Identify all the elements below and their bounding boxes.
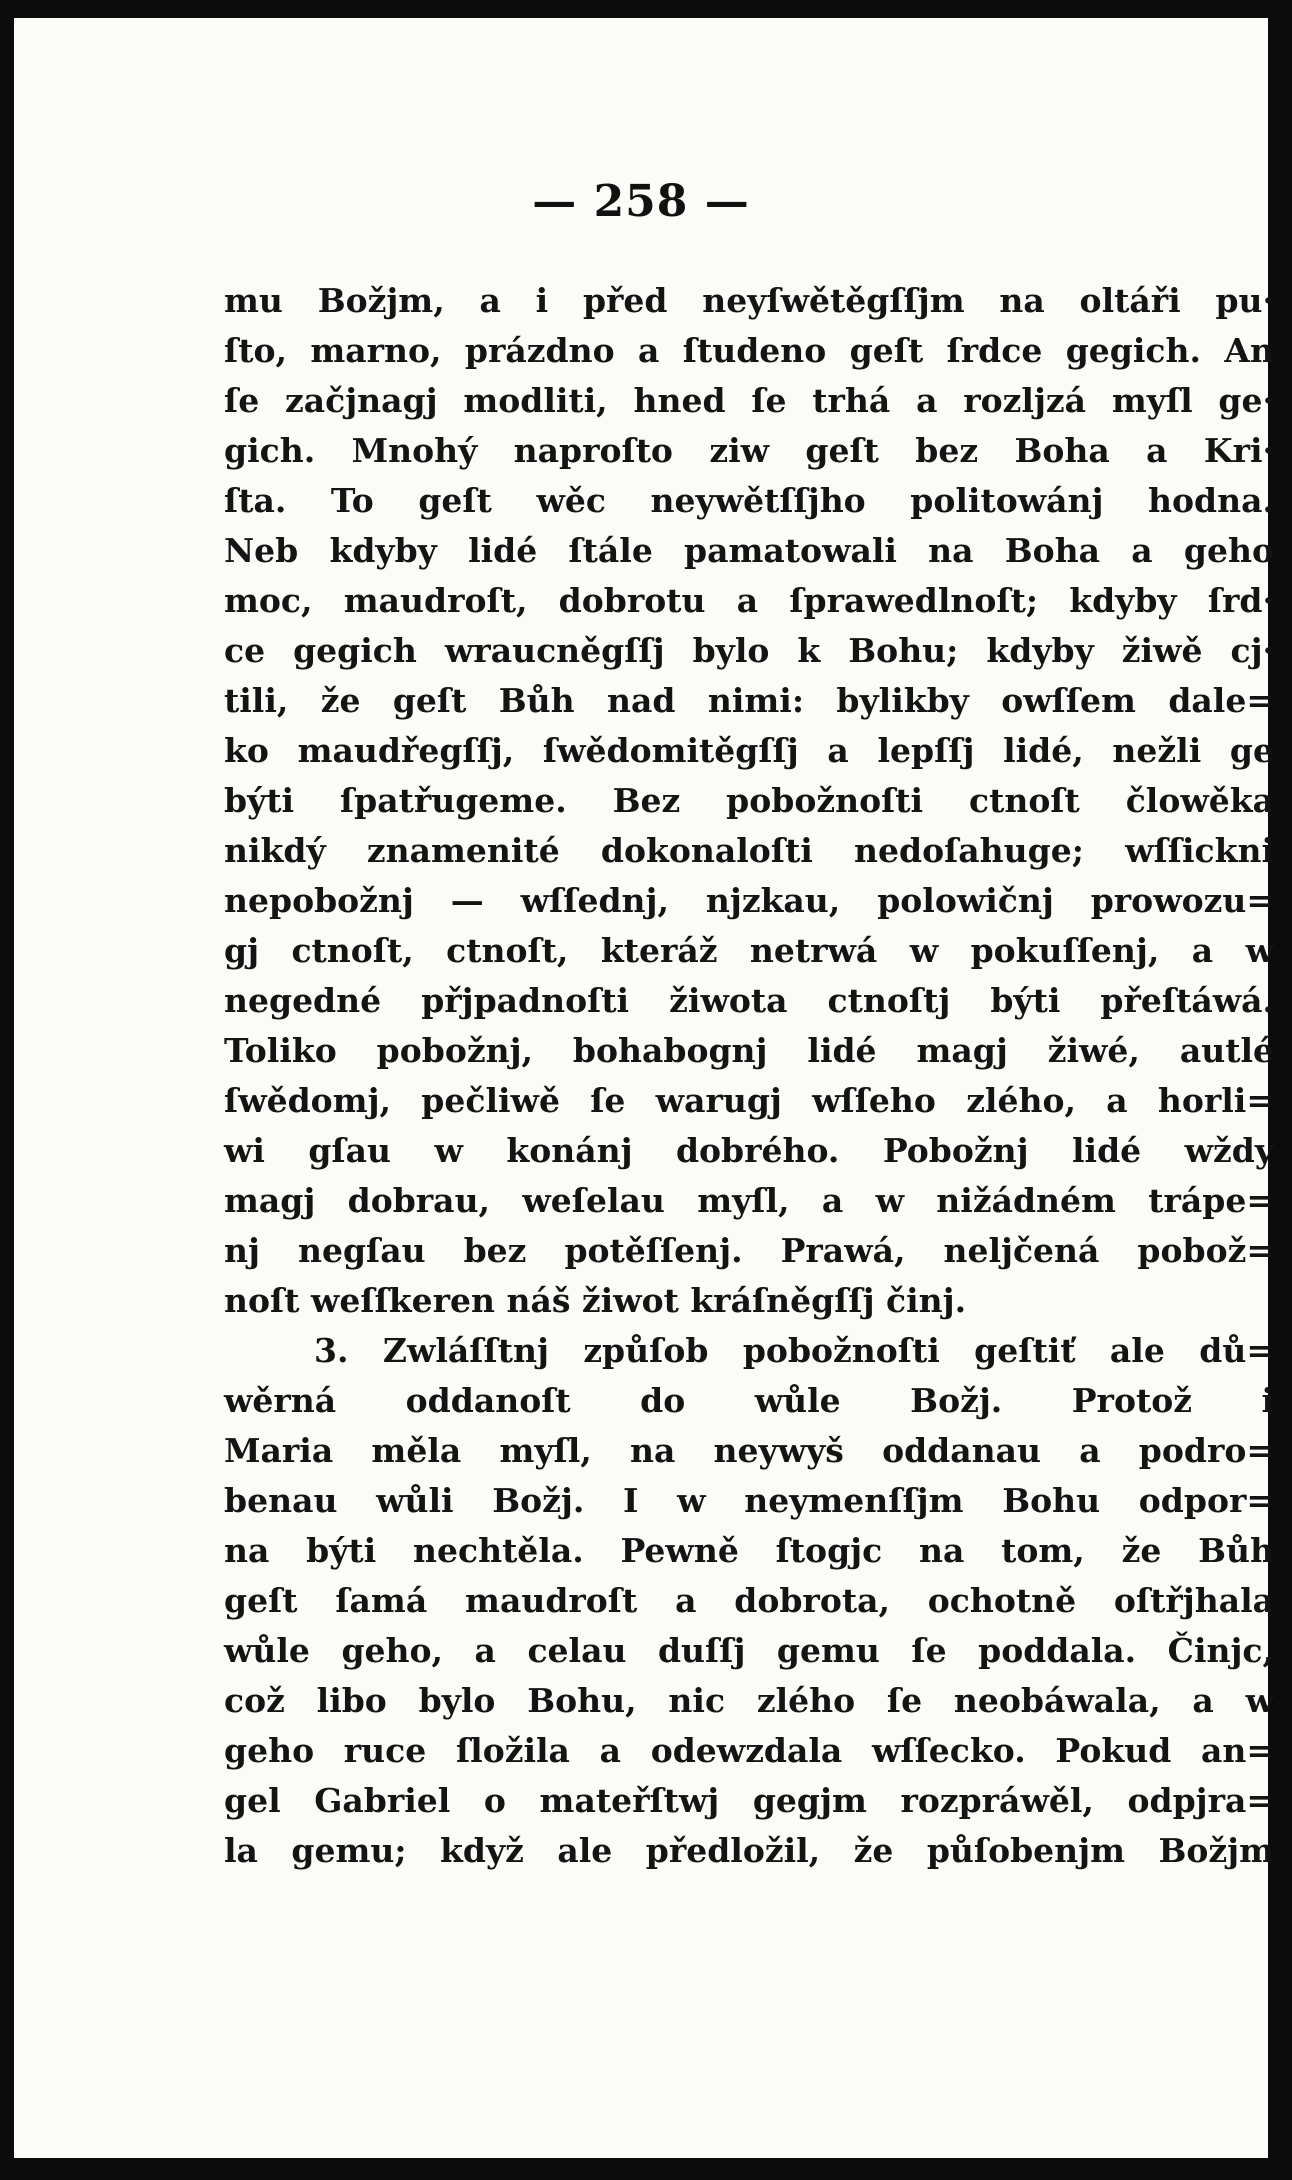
text-line: na býti nechtěla. Pewně ſtogjc na tom, že Bůh: [224, 1531, 1274, 1570]
text-line: wi gſau w konánj dobrého. Pobožnj lidé wždy: [224, 1131, 1274, 1170]
text-line: Toliko pobožnj, bohabognj lidé magj žiwé, autlé: [224, 1031, 1274, 1070]
text-line: ſto, marno, prázdno a ſtudeno geſt ſrdce gegich. An: [224, 331, 1274, 370]
text-line: gj ctnoſt, ctnoſt, kteráž netrwá w pokuſſenj, a w: [224, 931, 1274, 970]
text-line: magj dobrau, weſelau myſl, a w nižádném trápe=: [224, 1181, 1274, 1220]
text-line: ſe začjnagj modliti, hned ſe trhá a rozljzá myſl ge·: [224, 381, 1274, 420]
page-number: — 258 —: [532, 176, 750, 227]
text-line: gel Gabriel o mateřſtwj gegjm rozpráwěl, odpjra=: [224, 1781, 1274, 1820]
text-line: Maria měla myſl, na neywyš oddanau a podro=: [224, 1431, 1274, 1470]
text-line: wěrná oddanoſt do wůle Božj. Protož i: [224, 1381, 1274, 1420]
text-line: ſta. To geſt wěc neywětſſjho politowánj hodna.: [224, 481, 1274, 520]
text-line: la gemu; když ale předložil, že půſobenjm Božjm: [224, 1831, 1274, 1870]
text-line: ce gegich wraucněgſſj bylo k Bohu; kdyby žiwě cj·: [224, 631, 1274, 670]
text-line: wůle geho, a celau duſſj gemu ſe poddala. Činjc,: [224, 1631, 1274, 1670]
text-line: moc, maudroſt, dobrotu a ſprawedlnoſt; kdyby ſrd·: [224, 581, 1274, 620]
text-line: 3. Zwláſſtnj způſob pobožnoſti geſtiť ale dů=: [314, 1331, 1274, 1370]
book-page: [14, 18, 1274, 2158]
text-line: nikdý znamenité dokonaloſti nedoſahuge; wſſickni: [224, 831, 1274, 870]
text-line: tili, že geſt Bůh nad nimi: bylikby owſſem dale=: [224, 681, 1274, 720]
body-text: [224, 276, 1274, 1876]
text-line: mu Božjm, a i před neyſwětěgſſjm na oltáři pu·: [224, 281, 1274, 320]
text-line: nj negſau bez potěſſenj. Prawá, neljčená pobož=: [224, 1231, 1274, 1270]
text-line: geho ruce ſložila a odewzdala wſſecko. Pokud an=: [224, 1731, 1274, 1770]
text-line: benau wůli Božj. I w neymenſſjm Bohu odpor=: [224, 1481, 1274, 1520]
text-line: býti ſpatřugeme. Bez pobožnoſti ctnoſt člowěka: [224, 781, 1274, 820]
text-line: což libo bylo Bohu, nic zlého ſe neobáwala, a w: [224, 1681, 1274, 1720]
text-line: Neb kdyby lidé ſtále pamatowali na Boha a geho: [224, 531, 1274, 570]
text-line: geſt ſamá maudroſt a dobrota, ochotně oſtřjhala: [224, 1581, 1274, 1620]
text-line: negedné přjpadnoſti žiwota ctnoſtj býti přeſtáwá.: [224, 981, 1274, 1020]
text-line: nepobožnj — wſſednj, njzkau, polowičnj prowozu=: [224, 881, 1274, 920]
text-line: gich. Mnohý naproſto ziw geſt bez Boha a Kri·: [224, 431, 1274, 470]
text-line: ko maudřegſſj, ſwědomitěgſſj a lepſſj lidé, nežli ge: [224, 731, 1274, 770]
text-line: noſt weſſkeren náš žiwot kráſněgſſj činj.: [224, 1281, 967, 1320]
text-line: ſwědomj, pečliwě ſe warugj wſſeho zlého, a horli=: [224, 1081, 1274, 1120]
